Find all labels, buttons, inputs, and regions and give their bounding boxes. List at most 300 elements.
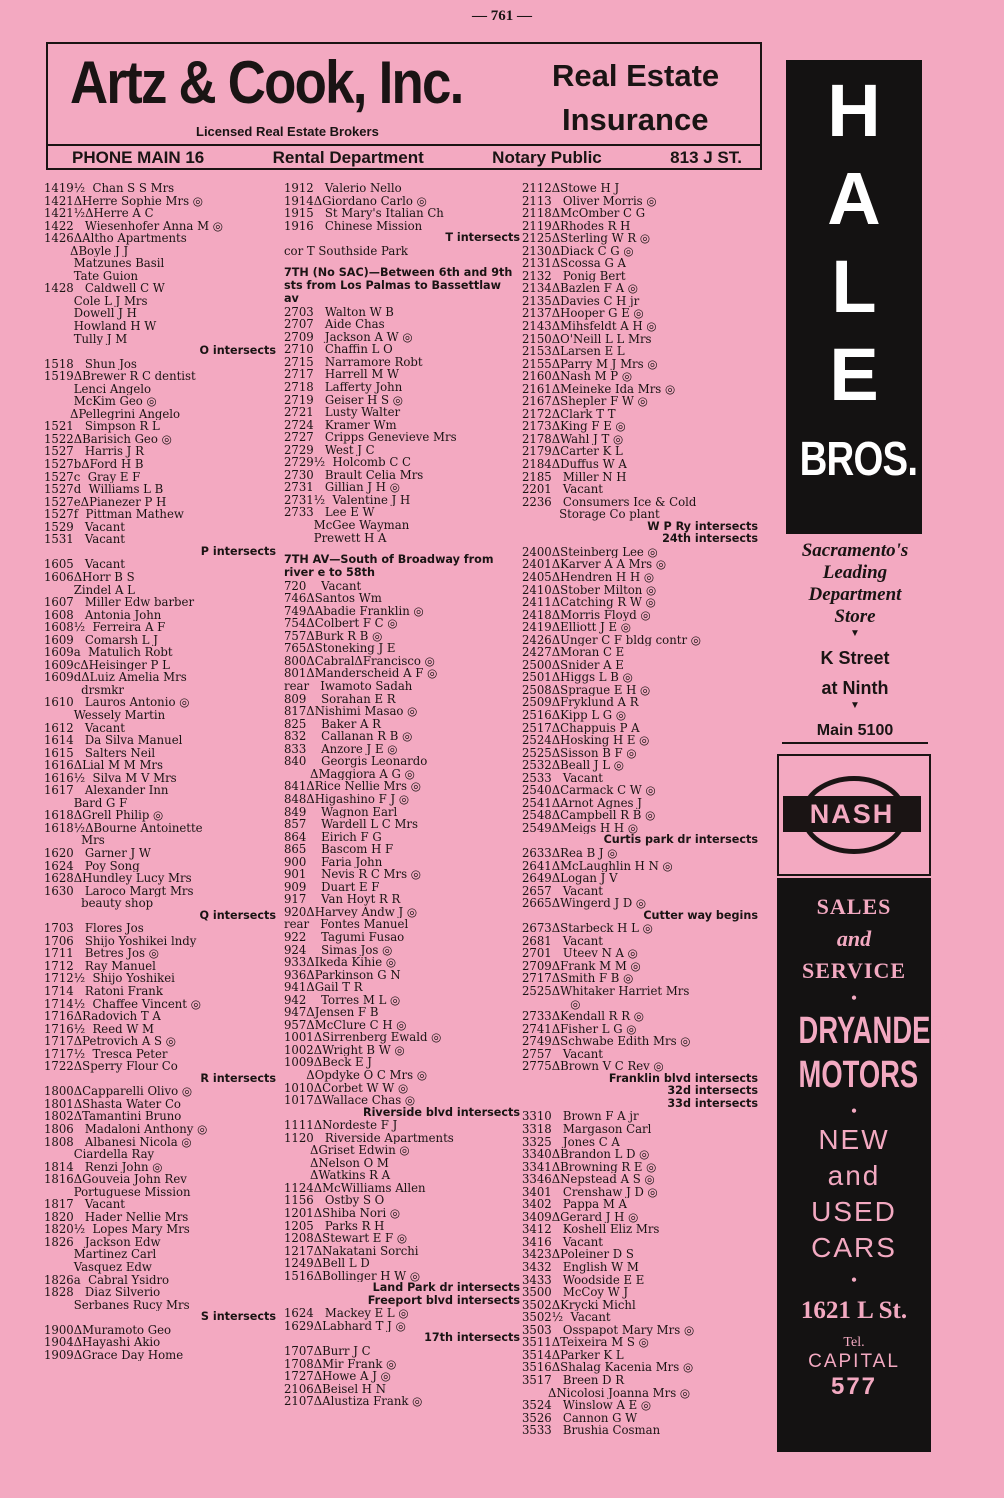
directory-entry: 2681 Vacant bbox=[522, 934, 603, 948]
directory-entry: 1714 Ratoni Frank bbox=[44, 985, 163, 998]
directory-entry: 3533 Brushia Cosman bbox=[522, 1424, 661, 1437]
directory-entry: Cole L J Mrs bbox=[44, 294, 148, 308]
directory-entry: 2540ΔCarmack C W ◎ bbox=[522, 784, 656, 797]
cars-label: CARS bbox=[811, 1232, 897, 1263]
directory-entry: 1820 Hader Nellie Mrs bbox=[44, 1210, 189, 1224]
directory-entry: 2532ΔBeall J L ◎ bbox=[522, 759, 624, 772]
directory-entry: 3524 Winslow A E ◎ bbox=[522, 1399, 652, 1412]
directory-column-2 bbox=[284, 182, 520, 1408]
directory-entry: 3432 English W M bbox=[522, 1261, 639, 1274]
directory-entry: 2161ΔMeineke Ida Mrs ◎ bbox=[522, 382, 676, 396]
directory-entry: 1527 Harris J R bbox=[44, 445, 144, 459]
directory-entry: 1826a Cabral Ysidro bbox=[44, 1273, 170, 1287]
directory-entry: 1607 Miller Edw barber bbox=[44, 596, 195, 609]
directory-entry: 1828 Diaz Silverio bbox=[44, 1286, 161, 1299]
directory-entry: McKim Geo ◎ bbox=[44, 395, 157, 408]
location-line: at Ninth bbox=[821, 678, 889, 698]
directory-entry: 2155ΔParry M J Mrs ◎ bbox=[522, 357, 658, 371]
slogan-line: Leading bbox=[822, 562, 888, 583]
directory-entry: 2641ΔMcLaughlin H N ◎ bbox=[522, 859, 673, 873]
directory-entry: 1707ΔBurr J C bbox=[284, 1345, 371, 1358]
directory-entry: 1421ΔHerre Sophie Mrs ◎ bbox=[44, 194, 203, 208]
used-label: USED bbox=[811, 1196, 897, 1227]
hale-bros-label: BROS. bbox=[799, 433, 918, 486]
directory-entry: 1518 Shun Jos bbox=[44, 357, 137, 371]
directory-entry: 2184ΔDuffus W A bbox=[522, 458, 627, 471]
directory-entry: 765ΔStoneking J E bbox=[284, 642, 396, 655]
directory-entry: 840 Georgis Leonardo bbox=[284, 755, 428, 768]
directory-entry: 2405ΔHendren H H ◎ bbox=[522, 570, 655, 584]
location-line: K Street bbox=[820, 648, 890, 668]
directory-entry: 1727ΔHowe A J ◎ bbox=[284, 1370, 391, 1383]
hale-store-info bbox=[780, 540, 930, 740]
intersection-label: 32d intersects bbox=[667, 1085, 758, 1098]
directory-entry: 2733ΔKendall R R ◎ bbox=[522, 1010, 644, 1023]
directory-entry: 2707 Aide Chas bbox=[284, 318, 385, 331]
directory-entry: 1820½ Lopes Mary Mrs bbox=[44, 1223, 190, 1236]
directory-entry: 1531 Vacant bbox=[44, 533, 125, 546]
directory-entry: 2137ΔHooper G E ◎ bbox=[522, 307, 644, 321]
directory-entry: 2185 Miller N H bbox=[522, 470, 627, 484]
directory-entry: 1422 Wiesenhofer Anna M ◎ bbox=[44, 219, 223, 233]
directory-entry: 2201 Vacant bbox=[522, 483, 603, 496]
directory-entry: 1826 Jackson Edw bbox=[44, 1235, 161, 1249]
directory-entry: 1428 Caldwell C W bbox=[44, 282, 165, 295]
directory-entry: 901 Nevis R C Mrs ◎ bbox=[284, 868, 422, 881]
directory-entry: 1120 Riverside Apartments bbox=[284, 1131, 454, 1145]
directory-entry: 1111ΔNordeste F J bbox=[284, 1119, 398, 1132]
directory-entry: Storage Co plant bbox=[522, 508, 660, 521]
directory-entry: 2419ΔElliott J E ◎ bbox=[522, 621, 631, 634]
directory-entry: 2410ΔStober Milton ◎ bbox=[522, 583, 657, 597]
directory-entry: Portuguese Mission bbox=[44, 1185, 191, 1199]
directory-entry: 1521 Simpson R L bbox=[44, 420, 160, 433]
directory-entry: 1716½ Reed W M bbox=[44, 1022, 155, 1036]
directory-entry: 2730 Brault Celia Mrs bbox=[284, 468, 424, 482]
directory-entry: 1628ΔHundley Lucy Mrs bbox=[44, 872, 192, 885]
directory-entry: 909 Duart E F bbox=[284, 880, 380, 894]
nash-logo-box bbox=[777, 754, 931, 876]
directory-entry: 832 Callanan R B ◎ bbox=[284, 730, 413, 743]
directory-entry: 2118ΔMcOmber C G bbox=[522, 207, 646, 220]
directory-entry: 2178ΔWahl J T ◎ bbox=[522, 432, 624, 446]
directory-entry: 1616½ Silva M V Mrs bbox=[44, 771, 177, 785]
directory-entry: 2401ΔKarver A A Mrs ◎ bbox=[522, 558, 667, 571]
street-heading: 7TH AV—South of Broadway from river e to 58th bbox=[284, 553, 494, 579]
directory-entry: Mrs bbox=[44, 834, 105, 847]
directory-entry: 924 Simas Jos ◎ bbox=[284, 943, 393, 957]
directory-entry: 2709ΔFrank M M ◎ bbox=[522, 959, 641, 973]
dealer-address: 1621 L St. bbox=[800, 1297, 908, 1324]
directory-entry: 2134ΔBazlen F A ◎ bbox=[522, 282, 638, 295]
slogan-line: Department bbox=[808, 584, 902, 605]
directory-entry: 864 Eirich F G bbox=[284, 830, 382, 844]
directory-entry: 1527bΔFord H B bbox=[44, 458, 144, 471]
intersection-label: 17th intersects bbox=[424, 1332, 520, 1345]
directory-entry: 2160ΔNash M P ◎ bbox=[522, 370, 633, 383]
directory-entry: 2500ΔSnider A E bbox=[522, 658, 624, 672]
nash-logo-text: NASH bbox=[783, 796, 921, 832]
directory-entry: 3340ΔBrandon L D ◎ bbox=[522, 1148, 650, 1161]
directory-entry: 2172ΔClark T T bbox=[522, 407, 616, 421]
directory-entry: 933ΔIkeda Kihie ◎ bbox=[284, 956, 397, 969]
notary-public: Notary Public bbox=[492, 148, 602, 167]
directory-entry: 2710 Chaffin L O bbox=[284, 343, 393, 356]
directory-entry: 3503 Osspapot Mary Mrs ◎ bbox=[522, 1323, 695, 1337]
directory-entry: 1017ΔWallace Chas ◎ bbox=[284, 1094, 416, 1107]
directory-entry: 1914ΔGiordano Carlo ◎ bbox=[284, 194, 427, 208]
directory-entry: ΔMaggiora A G ◎ bbox=[284, 767, 415, 781]
insurance-label: Insurance bbox=[562, 102, 709, 137]
street-heading: 7TH (No SAC)—Between 6th and 9th sts from Los Palmas to Bassettlaw av bbox=[284, 266, 513, 305]
directory-entry: Vasquez Edw bbox=[44, 1261, 152, 1274]
directory-entry: 1618½ΔBourne Antoinette bbox=[44, 821, 203, 835]
directory-entry: 865 Bascom H F bbox=[284, 843, 394, 856]
directory-entry: 1717½ Tresca Peter bbox=[44, 1047, 168, 1061]
directory-entry: Serbanes Rucy Mrs bbox=[44, 1298, 190, 1312]
directory-entry: Tate Guion bbox=[44, 269, 139, 283]
directory-entry: McGee Wayman bbox=[284, 518, 410, 532]
and-label: and bbox=[836, 926, 872, 951]
firm-tagline: Licensed Real Estate Brokers bbox=[196, 124, 379, 139]
directory-entry: 2517ΔChappuis P A bbox=[522, 721, 640, 735]
intersection-label: 33d intersects bbox=[667, 1097, 758, 1110]
firm-address: 813 J ST. bbox=[670, 148, 742, 167]
directory-entry: 1208ΔStewart E F ◎ bbox=[284, 1232, 408, 1245]
directory-entry: Wessely Martin bbox=[44, 708, 166, 722]
directory-entry: 3517 Breen D R bbox=[522, 1373, 625, 1387]
directory-entry: Lenci Angelo bbox=[44, 382, 152, 396]
directory-entry: 2143ΔMihsfeldt A H ◎ bbox=[522, 320, 657, 333]
intersection-label: T intersects bbox=[445, 232, 520, 245]
directory-entry: 2717 Harrell M W bbox=[284, 368, 400, 381]
directory-entry: 1426ΔAltho Apartments bbox=[44, 232, 187, 245]
intersection-label: Cutter way begins bbox=[643, 909, 758, 922]
firm-name: Artz & Cook, Inc. bbox=[70, 49, 463, 116]
hale-letter: L bbox=[831, 245, 877, 328]
directory-entry: 2418ΔMorris Floyd ◎ bbox=[522, 608, 651, 622]
directory-entry: Matzunes Basil bbox=[44, 257, 165, 270]
directory-entry: 2411ΔCatching R W ◎ bbox=[522, 596, 656, 609]
directory-entry: 1620 Garner J W bbox=[44, 846, 151, 860]
directory-entry: 1249ΔBell L D bbox=[284, 1257, 370, 1270]
directory-entry: 2132 Ponig Bert bbox=[522, 269, 626, 283]
directory-entry: 1516ΔBollinger H W ◎ bbox=[284, 1269, 421, 1283]
directory-entry: 1529 Vacant bbox=[44, 520, 125, 534]
directory-entry: 1421½ΔHerre A C bbox=[44, 207, 154, 220]
hale-letter: H bbox=[827, 69, 881, 152]
directory-entry: 2125ΔSterling W R ◎ bbox=[522, 232, 651, 245]
directory-entry: 957ΔMcClure C H ◎ bbox=[284, 1018, 407, 1032]
bullet-icon: • bbox=[850, 988, 858, 1008]
directory-entry: 1124ΔMcWilliams Allen bbox=[284, 1181, 426, 1195]
directory-entry: 1610 Lauros Antonio ◎ bbox=[44, 696, 190, 709]
intersection-label: Freeport blvd intersects bbox=[367, 1294, 520, 1307]
directory-entry: 2709 Jackson A W ◎ bbox=[284, 330, 413, 344]
page-number: — 761 — bbox=[472, 8, 532, 24]
directory-entry: 1706 Shijo Yoshikei lndy bbox=[44, 934, 197, 948]
directory-entry: 947ΔJensen F B bbox=[284, 1006, 379, 1019]
directory-entry: 2153ΔLarsen E L bbox=[522, 345, 625, 358]
directory-entry: 2524ΔHosking H E ◎ bbox=[522, 734, 650, 747]
directory-entry: ΔWatkins R A bbox=[284, 1169, 391, 1182]
directory-entry: 2721 Lusty Walter bbox=[284, 406, 401, 419]
directory-entry: 2657 Vacant bbox=[522, 884, 603, 898]
directory-entry: 1205 Parks R H bbox=[284, 1219, 385, 1233]
directory-entry: 2501ΔHiggs L B ◎ bbox=[522, 671, 633, 684]
directory-entry: 1612 Vacant bbox=[44, 721, 125, 735]
directory-entry: 1711 Betres Jos ◎ bbox=[44, 947, 159, 960]
directory-entry: Ciardella Ray bbox=[44, 1148, 155, 1161]
directory-entry: 1519ΔBrewer R C dentist bbox=[44, 370, 196, 383]
directory-entry: 1527eΔPianezer P H bbox=[44, 495, 167, 509]
directory-entry: 2733 Lee E W bbox=[284, 506, 375, 519]
directory-entry: 833 Anzore J E ◎ bbox=[284, 742, 398, 756]
store-phone: Main 5100 bbox=[816, 722, 894, 739]
directory-entry: 1609 Comarsh L J bbox=[44, 633, 158, 647]
directory-entry: 2727 Cripps Genevieve Mrs bbox=[284, 431, 457, 444]
directory-entry: 2509ΔFryklund A R bbox=[522, 696, 639, 709]
directory-column-3 bbox=[522, 182, 758, 1437]
directory-entry: 2649ΔLogan J V bbox=[522, 872, 618, 885]
directory-entry: 809 Sorahan E R bbox=[284, 692, 396, 706]
directory-entry: 2701 Uteev N A ◎ bbox=[522, 947, 638, 960]
directory-entry: 857 Wardell L C Mrs bbox=[284, 818, 418, 831]
directory-entry: 2741ΔFisher L G ◎ bbox=[522, 1022, 637, 1036]
directory-entry: 1814 Renzi John ◎ bbox=[44, 1160, 163, 1174]
and-label: and bbox=[827, 1160, 881, 1191]
directory-entry: 2673ΔStarbeck H L ◎ bbox=[522, 922, 653, 935]
directory-entry: ΔBoyle J J bbox=[44, 244, 129, 258]
directory-entry: 1156 Ostby S O bbox=[284, 1194, 385, 1207]
intersection-label: Land Park dr intersects bbox=[372, 1282, 520, 1295]
intersection-label: Curtis park dr intersects bbox=[603, 834, 758, 847]
directory-entry: 2131ΔScossa G A bbox=[522, 257, 626, 270]
artz-cook-advertisement bbox=[46, 42, 762, 170]
directory-entry: 848ΔHigashino F J ◎ bbox=[284, 792, 410, 806]
directory-entry: 1712½ Shijo Yoshikei bbox=[44, 972, 175, 985]
phone-number: 577 bbox=[830, 1373, 878, 1400]
real-estate-label: Real Estate bbox=[552, 58, 720, 93]
directory-entry: 2426ΔUnger C F bldg contr ◎ bbox=[522, 633, 701, 647]
directory-entry: 1001ΔSirrenberg Ewald ◎ bbox=[284, 1031, 442, 1044]
intersection-label: O intersects bbox=[199, 345, 276, 358]
directory-entry: 3526 Cannon G W bbox=[522, 1411, 638, 1425]
directory-entry: Zindel A L bbox=[44, 583, 135, 597]
directory-entry: 2236 Consumers Ice & Cold bbox=[522, 495, 697, 509]
directory-entry: 3401 Crenshaw J D ◎ bbox=[522, 1185, 658, 1199]
phone-exchange: CAPITAL bbox=[808, 1351, 900, 1372]
directory-entry: 2729½ Holcomb C C bbox=[284, 456, 411, 469]
directory-entry: 2112ΔStowe H J bbox=[522, 182, 620, 195]
directory-entry: 2525ΔWhitaker Harriet Mrs bbox=[522, 985, 690, 998]
directory-entry: 2150ΔO'Neill L L Mrs bbox=[522, 332, 652, 346]
directory-entry: 3341ΔBrowning R E ◎ bbox=[522, 1160, 657, 1174]
hale-letter: A bbox=[827, 157, 881, 240]
directory-entry: 754ΔColbert F C ◎ bbox=[284, 617, 398, 630]
directory-entry: 1201ΔShiba Nori ◎ bbox=[284, 1207, 401, 1220]
directory-entry: 1629ΔLabhard T J ◎ bbox=[284, 1319, 406, 1333]
directory-entry: Bard G F bbox=[44, 796, 128, 810]
directory-entry: 2106ΔBeisel H N bbox=[284, 1382, 386, 1396]
directory-entry: 2665ΔWingerd J D ◎ bbox=[522, 897, 647, 910]
directory-entry: 1617 Alexander Inn bbox=[44, 784, 169, 797]
directory-entry: 1717ΔPetrovich A S ◎ bbox=[44, 1035, 176, 1048]
intersection-label: 24th intersects bbox=[662, 533, 758, 546]
directory-entry: 3318 Margason Carl bbox=[522, 1123, 652, 1136]
directory-entry: 2533 Vacant bbox=[522, 771, 603, 785]
directory-entry: 3514ΔParker K L bbox=[522, 1348, 624, 1362]
directory-entry: 1712 Ray Manuel bbox=[44, 959, 156, 973]
directory-entry: 3346ΔNepstead A S ◎ bbox=[522, 1173, 655, 1186]
down-arrow-icon: ▼ bbox=[850, 628, 860, 639]
dryander-motors-advertisement bbox=[777, 878, 951, 1452]
directory-entry: 1616ΔLial M M Mrs bbox=[44, 759, 164, 772]
directory-entry: 3516ΔShalag Kacenia Mrs ◎ bbox=[522, 1361, 694, 1374]
directory-entry: 2731½ Valentine J H bbox=[284, 493, 411, 507]
directory-entry: 2113 Oliver Morris ◎ bbox=[522, 194, 657, 208]
directory-entry: rear Fontes Manuel bbox=[284, 918, 409, 931]
slogan-line: Store bbox=[834, 606, 876, 627]
directory-entry: 2703 Walton W B bbox=[284, 305, 394, 319]
directory-entry: 1527c Gray E F bbox=[44, 470, 141, 484]
directory-entry: 1800ΔCapparelli Olivo ◎ bbox=[44, 1085, 193, 1098]
directory-entry: Howland H W bbox=[44, 320, 157, 333]
directory-entry: 1624 Poy Song bbox=[44, 859, 140, 873]
directory-entry: 1009ΔBeck E J bbox=[284, 1056, 372, 1069]
tel-label: Tel. bbox=[843, 1335, 865, 1350]
directory-entry: 3502½ Vacant bbox=[522, 1311, 611, 1324]
directory-entry: 1522ΔBarisich Geo ◎ bbox=[44, 432, 172, 446]
bullet-icon: • bbox=[850, 1270, 858, 1290]
directory-entry: 1614 Da Silva Manuel bbox=[44, 734, 183, 747]
directory-entry: drsmkr bbox=[44, 683, 124, 697]
directory-entry: 801ΔManderscheid A F ◎ bbox=[284, 667, 438, 681]
directory-entry: 3325 Jones C A bbox=[522, 1135, 620, 1149]
directory-entry: 2400ΔSteinberg Lee ◎ bbox=[522, 545, 658, 559]
new-label: NEW bbox=[818, 1124, 890, 1155]
intersection-label: W P Ry intersects bbox=[647, 520, 758, 533]
directory-entry: Martinez Carl bbox=[44, 1248, 157, 1262]
intersection-label: R intersects bbox=[200, 1072, 276, 1085]
directory-entry: 1714½ Chaffee Vincent ◎ bbox=[44, 997, 201, 1011]
directory-entry: 2715 Narramore Robt bbox=[284, 355, 423, 369]
directory-entry: 1716ΔRadovich T A bbox=[44, 1010, 161, 1023]
directory-entry: 2130ΔDiack C G ◎ bbox=[522, 244, 634, 258]
ad-contact-line bbox=[72, 148, 742, 168]
directory-entry: 1609cΔHeisinger P L bbox=[44, 658, 170, 672]
directory-entry: 3310 Brown F A jr bbox=[522, 1110, 639, 1124]
directory-entry: 1419½ Chan S S Mrs bbox=[44, 182, 175, 195]
directory-entry: 2541ΔArnot Agnes J bbox=[522, 796, 642, 810]
directory-entry: 3409ΔGerard J H ◎ bbox=[522, 1210, 639, 1224]
directory-entry: 2775ΔBrown V C Rev ◎ bbox=[522, 1060, 664, 1073]
directory-entry: rear Iwamoto Sadah bbox=[284, 680, 413, 693]
directory-entry: 3500 McCoy W J bbox=[522, 1286, 629, 1299]
directory-entry: 1802ΔTamantini Bruno bbox=[44, 1110, 182, 1124]
directory-entry: 1708ΔMir Frank ◎ bbox=[284, 1357, 397, 1371]
directory-entry: ΔGriset Edwin ◎ bbox=[284, 1144, 410, 1157]
directory-entry: 3433 Woodside E E bbox=[522, 1273, 645, 1287]
sales-label: SALES bbox=[816, 894, 892, 919]
directory-entry: 2516ΔKipp L G ◎ bbox=[522, 708, 627, 722]
directory-entry: 1816ΔGouveia John Rev bbox=[44, 1173, 187, 1186]
directory-entry: 2549ΔMeigs H H ◎ bbox=[522, 821, 639, 835]
directory-entry: 2525ΔSisson B F ◎ bbox=[522, 746, 637, 760]
directory-entry: 800ΔCabralΔFrancisco ◎ bbox=[284, 654, 435, 668]
directory-entry: 2167ΔShepler F W ◎ bbox=[522, 395, 648, 408]
directory-entry: ΔOpdyke O C Mrs ◎ bbox=[284, 1068, 428, 1082]
down-arrow-icon: ▼ bbox=[850, 700, 860, 711]
directory-entry: 922 Tagumi Fusao bbox=[284, 930, 405, 944]
directory-entry: 849 Wagnon Earl bbox=[284, 805, 398, 819]
directory-entry: 1608 Antonia John bbox=[44, 608, 162, 622]
directory-entry: 3402 Pappa M A bbox=[522, 1198, 627, 1211]
directory-entry: 1615 Salters Neil bbox=[44, 746, 156, 760]
directory-entry: 2724 Kramer Wm bbox=[284, 418, 397, 432]
directory-entry: 1808 Albanesi Nicola ◎ bbox=[44, 1135, 192, 1149]
directory-entry: ΔNelson O M bbox=[284, 1156, 389, 1170]
dealer-name: MOTORS bbox=[798, 1054, 919, 1096]
directory-entry: 720 Vacant bbox=[284, 579, 362, 593]
directory-entry: 757ΔBurk R B ◎ bbox=[284, 629, 383, 643]
hale-letter: E bbox=[829, 333, 879, 416]
directory-entry: 2731 Gillian J H ◎ bbox=[284, 481, 400, 494]
directory-entry: 900 Faria John bbox=[284, 855, 383, 869]
directory-entry: 825 Baker A R bbox=[284, 717, 381, 731]
bullet-icon: • bbox=[850, 1101, 858, 1121]
intersection-label: Riverside blvd intersects bbox=[362, 1106, 520, 1119]
directory-entry: 2107ΔAlustiza Frank ◎ bbox=[284, 1395, 423, 1408]
intersection-label: S intersects bbox=[200, 1311, 276, 1324]
directory-entry: 1624 Mackey E L ◎ bbox=[284, 1307, 409, 1320]
directory-column-1 bbox=[44, 182, 276, 1361]
directory-entry: Dowell J H bbox=[44, 307, 137, 321]
directory-entry: 2633ΔRea B J ◎ bbox=[522, 846, 618, 860]
directory-entry: 2173ΔKing F E ◎ bbox=[522, 420, 626, 433]
directory-entry: 2729 West J C bbox=[284, 443, 375, 457]
directory-entry: 749ΔAbadie Franklin ◎ bbox=[284, 604, 424, 618]
directory-entry: ◎ bbox=[522, 997, 581, 1011]
directory-entry: 1630 Laroco Margt Mrs bbox=[44, 884, 194, 898]
service-label: SERVICE bbox=[801, 958, 907, 983]
directory-entry: 1801ΔShasta Water Co bbox=[44, 1097, 181, 1111]
directory-entry: 1618ΔGrell Philip ◎ bbox=[44, 809, 164, 822]
directory-entry: 3423ΔPoleiner D S bbox=[522, 1248, 634, 1262]
directory-entry: 3416 Vacant bbox=[522, 1235, 603, 1249]
directory-entry: 3511ΔTeixeira M S ◎ bbox=[522, 1336, 649, 1349]
intersection-label: Franklin blvd intersects bbox=[608, 1072, 758, 1085]
directory-entry: 917 Van Hoyt R R bbox=[284, 893, 401, 906]
directory-entry: 1527f Pittman Mathew bbox=[44, 508, 184, 521]
directory-entry: 1608½ Ferreira A F bbox=[44, 621, 166, 634]
directory-entry: 1904ΔHayashi Akio bbox=[44, 1336, 161, 1349]
directory-entry: 2508ΔSprague E H ◎ bbox=[522, 683, 651, 697]
directory-entry: 1722ΔSperry Flour Co bbox=[44, 1060, 178, 1073]
directory-entry: 841ΔRice Nellie Mrs ◎ bbox=[284, 780, 421, 793]
directory-entry: 2427ΔMoran C E bbox=[522, 646, 625, 659]
directory-entry: 1002ΔWright B W ◎ bbox=[284, 1043, 405, 1057]
directory-entry: 817ΔNishimi Masao ◎ bbox=[284, 705, 418, 718]
dealer-name: DRYANDER bbox=[798, 1010, 951, 1052]
directory-entry: 2548ΔCampbell R B ◎ bbox=[522, 809, 656, 822]
directory-entry: 1912 Valerio Nello bbox=[284, 182, 402, 195]
directory-entry: 1609dΔLuiz Amelia Mrs bbox=[44, 671, 187, 684]
intersection-label: P intersects bbox=[200, 545, 276, 558]
directory-entry: 2179ΔCarter K L bbox=[522, 445, 623, 459]
directory-entry: 2135ΔDavies C H jr bbox=[522, 294, 640, 308]
directory-entry: 3412 Koshell Eliz Mrs bbox=[522, 1223, 660, 1236]
